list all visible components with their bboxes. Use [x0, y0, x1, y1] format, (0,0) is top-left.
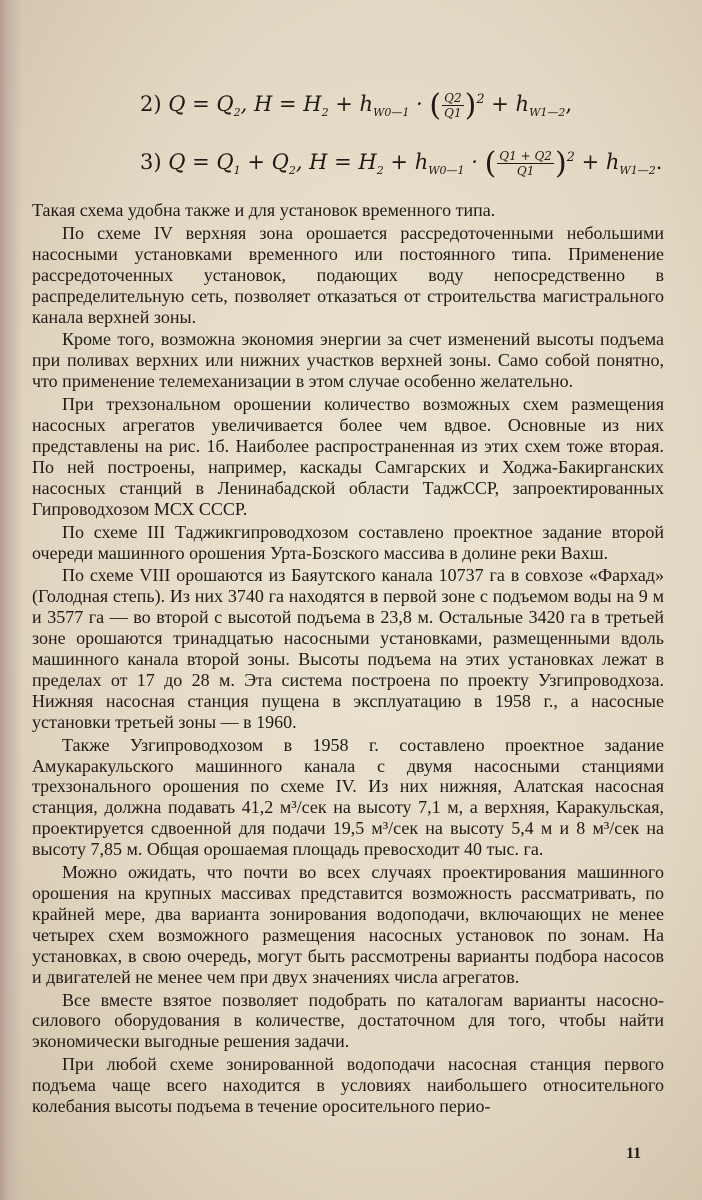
paragraph: По схеме III Таджикгипроводхозом составлено проектное задание второй очереди машинного орошения Урта-Бозского массива в долине реки Вахш.: [32, 521, 664, 563]
fraction-numerator: Q2: [444, 91, 462, 105]
formula-sub: W0—1: [373, 106, 410, 120]
formula-sub: 2: [288, 164, 296, 178]
formula-end: .: [655, 150, 663, 174]
formula-sub: W1—2: [619, 164, 656, 178]
paragraph: Все вместе взятое позволяет подобрать по каталогам варианты насосно-силового оборудования в количестве, достаточном для того, чтобы найти экономически выгодные решения задачи.: [32, 989, 664, 1052]
paragraph: Также Узгипроводхозом в 1958 г. составлено проектное задание Амукаракульского машинного канала с двумя насосными станциями трехзонального орошения по схеме IV. Из них нижняя, Алатская насосная станция, должна подавать 41,2 м³/сек на высоту 7,1 м, а верхняя, Каракульская, проектируется сдвоенной для подачи 19,5 м³/сек на высоту 5,4 м и 8 м³/сек на высоту 7,85 м. Общая орошаемая площадь превосходит 40 тыс. га.: [32, 734, 664, 860]
formula-term: Q = Q: [168, 92, 234, 116]
body-text: [32, 200, 664, 1119]
paragraph: При любой схеме зонированной водоподачи насосная станция первого подъема чаще всего находится в условиях наибольшего относительного колебания высоты подъема в течение оросительного перио-: [32, 1054, 664, 1117]
formula-label: 2): [140, 92, 162, 116]
formula-term: , H = H: [295, 150, 377, 174]
formula-sub: W1—2: [529, 106, 566, 120]
paragraph: По схеме VIII орошаются из Баяутского канала 10737 га в совхозе «Фархад» (Голодная степь). Из них 3740 га находятся в первой зоне с подъемом воды на 9 м и 3577 га — во второй с высотой подъема в 23,8 м. Остальные 3420 га в третьей зоне орошаются тринадцатью насосными установками, размещенными вдоль машинного канала второй зоны. Высоты подъема на этих установках лежат в пределах от 17 до 28 м. Эта система построена по проекту Узгипроводхоза. Нижняя насосная станция пущена в эксплуатацию в 1958 г., а насосные установки третьей зоны — в 1960.: [32, 565, 664, 732]
page-number: 11: [626, 1145, 642, 1162]
paragraph: Такая схема удобна также и для установок временного типа.: [32, 200, 496, 220]
formula-sub: W0—1: [428, 164, 465, 178]
paragraph: По схеме IV верхняя зона орошается рассредоточенными небольшими насосными установками временного или постоянного типа. Применение рассредоточенных установок, подающих воду непосредственно в распределительную сеть, позволяет отказаться от строительства магистрального канала верхней зоны.: [32, 222, 664, 327]
fraction-numerator: Q1 + Q2: [499, 149, 552, 163]
formula-sub: 2: [321, 106, 329, 120]
formula-label: 3): [140, 150, 162, 174]
paragraph: Кроме того, возможна экономия энергии за счет изменений высоты подъема при поливах верхних или нижних участков верхней зоны. Само собой понятно, что применение телемеханизации в этом случае особенно желательно.: [32, 329, 664, 392]
formula-sub: 1: [233, 164, 241, 178]
formula-end: ,: [565, 92, 573, 116]
formula-term: , H = H: [240, 92, 322, 116]
fraction-denominator: Q1: [516, 164, 535, 178]
formula-term: Q = Q: [168, 150, 234, 174]
formula-2: 2) $Q = Q_2$, $H = H_2 + h_{W0—1}$ · ( $\frac{Q2}{Q1}$ )$^2 + h_{W1—2}$,: [140, 88, 573, 123]
formula-exponent: 2: [566, 150, 575, 165]
paragraph: При трехзональном орошении количество возможных схем размещения насосных агрегатов увеличивается более чем вдвое. Основные из них представлены на рис. 1б. Наиболее распространенная из этих схем тоже вторая. По ней построены, например, каскады Самгарских и Ходжа-Бакирганских насосных станций в Ленинабадской области ТаджССР, запроектированных Гипроводхозом МСХ СССР.: [32, 394, 664, 519]
formula-fraction: [497, 149, 554, 178]
formula-term: + Q: [240, 150, 289, 174]
formula-exponent: 2: [476, 92, 485, 107]
formula-sub: 2: [376, 164, 384, 178]
formula-fraction: [442, 91, 463, 120]
paragraph: Можно ожидать, что почти во всех случаях проектирования машинного орошения на крупных массивах представится возможность рассматривать, по крайней мере, два варианта зонирования водоподачи, включающих не менее четырех схем возможного размещения насосных установок по зонам. На установках, в свою очередь, могут быть рассмотрены варианты подбора насосов и двигателей не менее чем при двух значениях числа агрегатов.: [32, 862, 664, 987]
formula-3: 3) $Q = Q_1 + Q_2$, $H = H_2 + h_{W0—1}$ · ( $\frac{Q1 + Q2}{Q1}$ )$^2 + h_{W1—2}$.: [140, 146, 663, 181]
fraction-denominator: Q1: [444, 106, 462, 120]
formula-sub: 2: [233, 106, 241, 120]
